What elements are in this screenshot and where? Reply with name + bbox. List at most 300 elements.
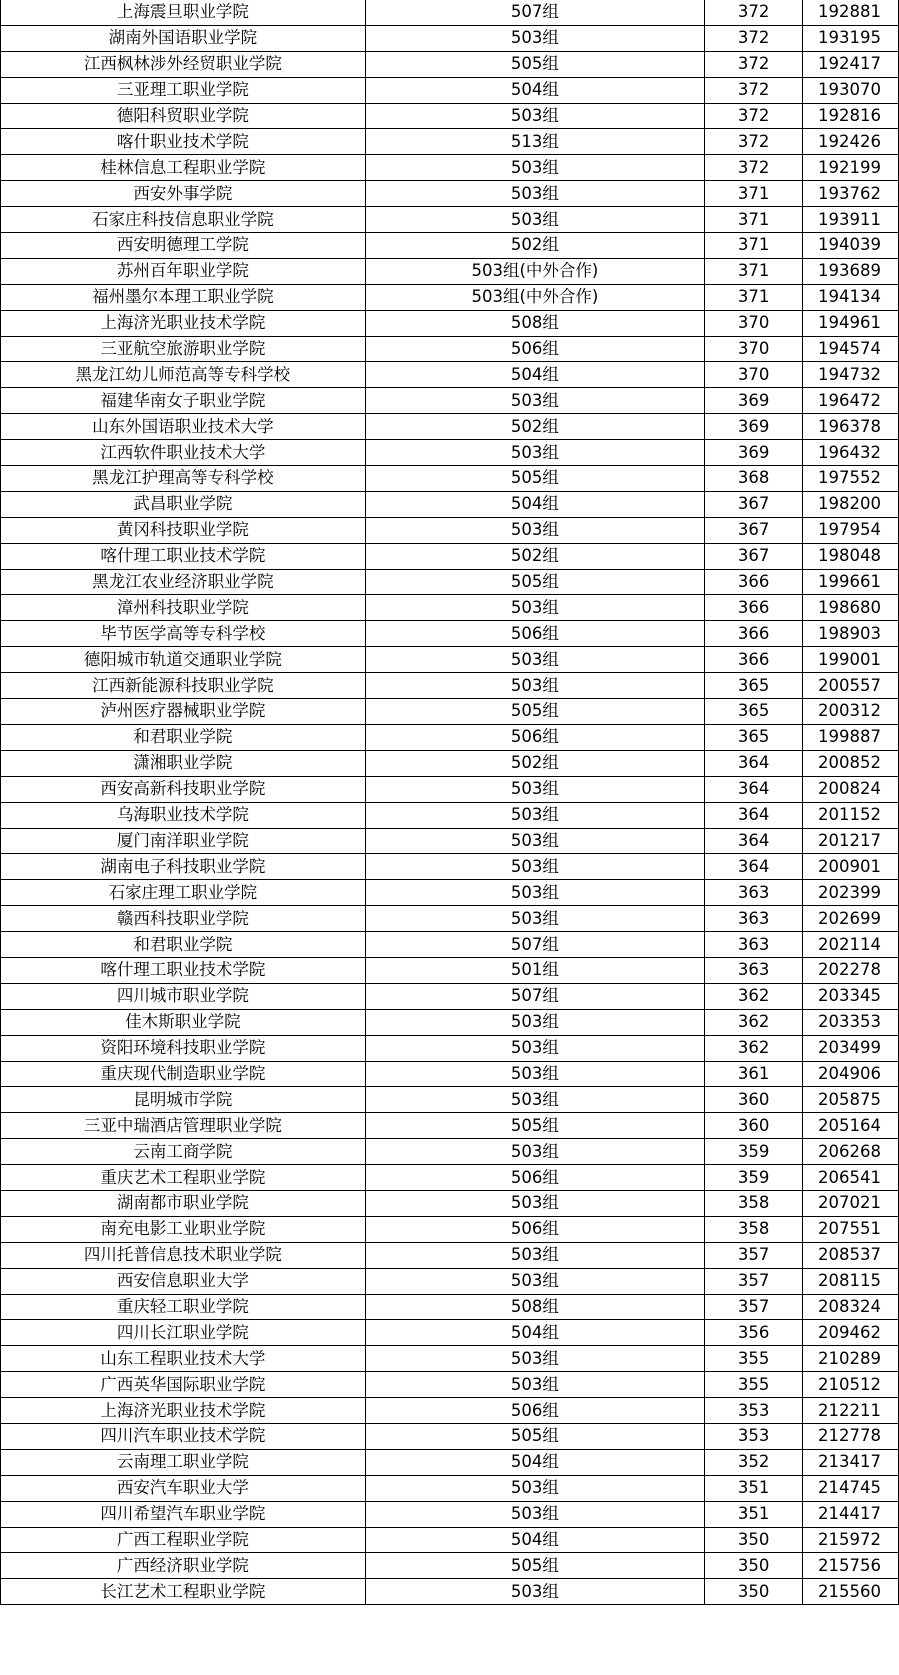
school-name-cell: 黑龙江幼儿师范高等专科学校: [1, 362, 366, 388]
school-name-cell: 西安汽车职业大学: [1, 1475, 366, 1501]
rank-cell: 203499: [803, 1035, 899, 1061]
table-row: [1, 155, 899, 181]
rank-cell: 212778: [803, 1423, 899, 1449]
min-score-cell: 364: [705, 802, 803, 828]
school-name-cell: 江西软件职业技术大学: [1, 440, 366, 466]
min-score-cell: 359: [705, 1165, 803, 1191]
rank-cell: 206268: [803, 1139, 899, 1165]
table-row: [1, 1423, 899, 1449]
min-score-cell: 370: [705, 310, 803, 336]
min-score-cell: 359: [705, 1139, 803, 1165]
min-score-cell: 366: [705, 621, 803, 647]
school-name-cell: 南充电影工业职业学院: [1, 1216, 366, 1242]
min-score-cell: 369: [705, 388, 803, 414]
school-name-cell: 桂林信息工程职业学院: [1, 155, 366, 181]
rank-cell: 207021: [803, 1190, 899, 1216]
table-row: [1, 103, 899, 129]
min-score-cell: 372: [705, 0, 803, 25]
min-score-cell: 369: [705, 414, 803, 440]
min-score-cell: 358: [705, 1190, 803, 1216]
rank-cell: 200557: [803, 673, 899, 699]
school-name-cell: 四川汽车职业技术学院: [1, 1423, 366, 1449]
school-name-cell: 泸州医疗器械职业学院: [1, 699, 366, 725]
min-score-cell: 353: [705, 1398, 803, 1424]
rank-cell: 208115: [803, 1268, 899, 1294]
group-cell: 503组: [365, 906, 705, 932]
table-row: [1, 258, 899, 284]
table-row: [1, 466, 899, 492]
school-name-cell: 潇湘职业学院: [1, 750, 366, 776]
min-score-cell: 364: [705, 854, 803, 880]
rank-cell: 207551: [803, 1216, 899, 1242]
min-score-cell: 367: [705, 491, 803, 517]
table-body: [1, 0, 899, 1605]
school-name-cell: 黑龙江农业经济职业学院: [1, 569, 366, 595]
school-name-cell: 三亚中瑞酒店管理职业学院: [1, 1113, 366, 1139]
table-row: [1, 1372, 899, 1398]
school-name-cell: 湖南电子科技职业学院: [1, 854, 366, 880]
group-cell: 503组: [365, 207, 705, 233]
table-row: [1, 1113, 899, 1139]
group-cell: 503组: [365, 388, 705, 414]
min-score-cell: 351: [705, 1475, 803, 1501]
group-cell: 513组: [365, 129, 705, 155]
table-row: [1, 25, 899, 51]
rank-cell: 215756: [803, 1553, 899, 1579]
table-row: [1, 647, 899, 673]
school-name-cell: 喀什理工职业技术学院: [1, 543, 366, 569]
min-score-cell: 371: [705, 284, 803, 310]
group-cell: 504组: [365, 1320, 705, 1346]
group-cell: 503组: [365, 854, 705, 880]
rank-cell: 202114: [803, 932, 899, 958]
rank-cell: 199001: [803, 647, 899, 673]
min-score-cell: 370: [705, 336, 803, 362]
table-row: [1, 129, 899, 155]
group-cell: 507组: [365, 932, 705, 958]
min-score-cell: 366: [705, 595, 803, 621]
table-row: [1, 906, 899, 932]
group-cell: 508组: [365, 310, 705, 336]
school-name-cell: 山东工程职业技术大学: [1, 1346, 366, 1372]
table-row: [1, 336, 899, 362]
min-score-cell: 352: [705, 1449, 803, 1475]
rank-cell: 198680: [803, 595, 899, 621]
table-row: [1, 802, 899, 828]
group-cell: 503组(中外合作): [365, 258, 705, 284]
rank-cell: 203345: [803, 983, 899, 1009]
group-cell: 506组: [365, 621, 705, 647]
school-name-cell: 漳州科技职业学院: [1, 595, 366, 621]
min-score-cell: 366: [705, 647, 803, 673]
rank-cell: 204906: [803, 1061, 899, 1087]
rank-cell: 192426: [803, 129, 899, 155]
school-name-cell: 广西经济职业学院: [1, 1553, 366, 1579]
table-row: [1, 1268, 899, 1294]
min-score-cell: 350: [705, 1579, 803, 1605]
table-row: [1, 1242, 899, 1268]
group-cell: 506组: [365, 336, 705, 362]
min-score-cell: 364: [705, 776, 803, 802]
min-score-cell: 357: [705, 1242, 803, 1268]
rank-cell: 198048: [803, 543, 899, 569]
min-score-cell: 355: [705, 1346, 803, 1372]
min-score-cell: 368: [705, 466, 803, 492]
school-name-cell: 石家庄理工职业学院: [1, 880, 366, 906]
rank-cell: 213417: [803, 1449, 899, 1475]
school-name-cell: 重庆现代制造职业学院: [1, 1061, 366, 1087]
school-name-cell: 重庆轻工职业学院: [1, 1294, 366, 1320]
rank-cell: 212211: [803, 1398, 899, 1424]
group-cell: 507组: [365, 0, 705, 25]
min-score-cell: 372: [705, 25, 803, 51]
min-score-cell: 355: [705, 1372, 803, 1398]
school-name-cell: 武昌职业学院: [1, 491, 366, 517]
table-row: [1, 1035, 899, 1061]
table-row: [1, 233, 899, 259]
min-score-cell: 358: [705, 1216, 803, 1242]
group-cell: 503组: [365, 1268, 705, 1294]
rank-cell: 193911: [803, 207, 899, 233]
rank-cell: 193195: [803, 25, 899, 51]
min-score-cell: 360: [705, 1087, 803, 1113]
school-name-cell: 和君职业学院: [1, 932, 366, 958]
group-cell: 505组: [365, 1423, 705, 1449]
table-row: [1, 1087, 899, 1113]
table-row: [1, 310, 899, 336]
rank-cell: 193689: [803, 258, 899, 284]
group-cell: 504组: [365, 362, 705, 388]
school-name-cell: 湖南都市职业学院: [1, 1190, 366, 1216]
min-score-cell: 365: [705, 699, 803, 725]
min-score-cell: 362: [705, 1009, 803, 1035]
rank-cell: 208537: [803, 1242, 899, 1268]
table-row: [1, 854, 899, 880]
group-cell: 503组: [365, 880, 705, 906]
rank-cell: 205875: [803, 1087, 899, 1113]
min-score-cell: 357: [705, 1268, 803, 1294]
table-row: [1, 776, 899, 802]
school-name-cell: 德阳城市轨道交通职业学院: [1, 647, 366, 673]
school-name-cell: 黑龙江护理高等专科学校: [1, 466, 366, 492]
table-row: [1, 1475, 899, 1501]
min-score-cell: 364: [705, 828, 803, 854]
school-name-cell: 广西英华国际职业学院: [1, 1372, 366, 1398]
group-cell: 507组: [365, 983, 705, 1009]
table-row: [1, 750, 899, 776]
rank-cell: 192199: [803, 155, 899, 181]
rank-cell: 194961: [803, 310, 899, 336]
school-name-cell: 石家庄科技信息职业学院: [1, 207, 366, 233]
school-name-cell: 资阳环境科技职业学院: [1, 1035, 366, 1061]
school-name-cell: 喀什理工职业技术学院: [1, 957, 366, 983]
group-cell: 506组: [365, 1398, 705, 1424]
table-row: [1, 880, 899, 906]
group-cell: 503组: [365, 1346, 705, 1372]
table-row: [1, 1553, 899, 1579]
school-name-cell: 湖南外国语职业学院: [1, 25, 366, 51]
rank-cell: 214417: [803, 1501, 899, 1527]
table-row: [1, 673, 899, 699]
rank-cell: 200824: [803, 776, 899, 802]
school-name-cell: 三亚理工职业学院: [1, 77, 366, 103]
table-row: [1, 284, 899, 310]
min-score-cell: 365: [705, 673, 803, 699]
table-row: [1, 414, 899, 440]
group-cell: 501组: [365, 957, 705, 983]
table-row: [1, 491, 899, 517]
group-cell: 505组: [365, 51, 705, 77]
table-row: [1, 181, 899, 207]
group-cell: 502组: [365, 414, 705, 440]
school-name-cell: 昆明城市学院: [1, 1087, 366, 1113]
rank-cell: 210289: [803, 1346, 899, 1372]
school-name-cell: 广西工程职业学院: [1, 1527, 366, 1553]
min-score-cell: 372: [705, 103, 803, 129]
group-cell: 503组: [365, 828, 705, 854]
group-cell: 506组: [365, 1216, 705, 1242]
table-row: [1, 1190, 899, 1216]
min-score-cell: 350: [705, 1527, 803, 1553]
group-cell: 504组: [365, 1449, 705, 1475]
min-score-cell: 363: [705, 957, 803, 983]
table-row: [1, 1501, 899, 1527]
min-score-cell: 350: [705, 1553, 803, 1579]
rank-cell: 215972: [803, 1527, 899, 1553]
min-score-cell: 372: [705, 129, 803, 155]
group-cell: 503组: [365, 1035, 705, 1061]
rank-cell: 199887: [803, 724, 899, 750]
group-cell: 505组: [365, 699, 705, 725]
min-score-cell: 365: [705, 724, 803, 750]
group-cell: 503组: [365, 103, 705, 129]
min-score-cell: 371: [705, 258, 803, 284]
rank-cell: 205164: [803, 1113, 899, 1139]
table-row: [1, 1009, 899, 1035]
table-row: [1, 207, 899, 233]
group-cell: 503组: [365, 1087, 705, 1113]
table-row: [1, 51, 899, 77]
min-score-cell: 371: [705, 233, 803, 259]
table-row: [1, 440, 899, 466]
rank-cell: 210512: [803, 1372, 899, 1398]
school-name-cell: 毕节医学高等专科学校: [1, 621, 366, 647]
rank-cell: 198903: [803, 621, 899, 647]
rank-cell: 209462: [803, 1320, 899, 1346]
min-score-cell: 371: [705, 207, 803, 233]
group-cell: 502组: [365, 750, 705, 776]
school-name-cell: 上海济光职业技术学院: [1, 1398, 366, 1424]
table-row: [1, 1346, 899, 1372]
school-name-cell: 西安明德理工学院: [1, 233, 366, 259]
rank-cell: 214745: [803, 1475, 899, 1501]
table-row: [1, 1294, 899, 1320]
group-cell: 504组: [365, 491, 705, 517]
school-name-cell: 江西枫林涉外经贸职业学院: [1, 51, 366, 77]
rank-cell: 200852: [803, 750, 899, 776]
group-cell: 503组: [365, 440, 705, 466]
school-name-cell: 苏州百年职业学院: [1, 258, 366, 284]
school-name-cell: 四川托普信息技术职业学院: [1, 1242, 366, 1268]
school-name-cell: 西安外事学院: [1, 181, 366, 207]
school-name-cell: 上海济光职业技术学院: [1, 310, 366, 336]
min-score-cell: 367: [705, 517, 803, 543]
school-name-cell: 黄冈科技职业学院: [1, 517, 366, 543]
min-score-cell: 372: [705, 51, 803, 77]
min-score-cell: 363: [705, 932, 803, 958]
min-score-cell: 363: [705, 880, 803, 906]
min-score-cell: 367: [705, 543, 803, 569]
school-name-cell: 云南理工职业学院: [1, 1449, 366, 1475]
table-row: [1, 1449, 899, 1475]
school-name-cell: 赣西科技职业学院: [1, 906, 366, 932]
group-cell: 503组: [365, 776, 705, 802]
school-name-cell: 西安信息职业大学: [1, 1268, 366, 1294]
rank-cell: 206541: [803, 1165, 899, 1191]
school-name-cell: 乌海职业技术学院: [1, 802, 366, 828]
group-cell: 503组: [365, 25, 705, 51]
group-cell: 504组: [365, 1527, 705, 1553]
rank-cell: 192881: [803, 0, 899, 25]
school-name-cell: 三亚航空旅游职业学院: [1, 336, 366, 362]
group-cell: 505组: [365, 1113, 705, 1139]
group-cell: 504组: [365, 77, 705, 103]
rank-cell: 196472: [803, 388, 899, 414]
group-cell: 503组: [365, 1061, 705, 1087]
min-score-cell: 370: [705, 362, 803, 388]
min-score-cell: 361: [705, 1061, 803, 1087]
table-row: [1, 1527, 899, 1553]
rank-cell: 202278: [803, 957, 899, 983]
rank-cell: 202399: [803, 880, 899, 906]
table-row: [1, 1579, 899, 1605]
group-cell: 503组: [365, 1009, 705, 1035]
group-cell: 503组: [365, 802, 705, 828]
min-score-cell: 351: [705, 1501, 803, 1527]
group-cell: 503组: [365, 1475, 705, 1501]
rank-cell: 196432: [803, 440, 899, 466]
table-row: [1, 543, 899, 569]
min-score-cell: 369: [705, 440, 803, 466]
table-row: [1, 517, 899, 543]
table-row: [1, 362, 899, 388]
group-cell: 502组: [365, 543, 705, 569]
group-cell: 502组: [365, 233, 705, 259]
table-row: [1, 957, 899, 983]
school-name-cell: 山东外国语职业技术大学: [1, 414, 366, 440]
table-row: [1, 1320, 899, 1346]
min-score-cell: 366: [705, 569, 803, 595]
rank-cell: 208324: [803, 1294, 899, 1320]
min-score-cell: 353: [705, 1423, 803, 1449]
group-cell: 503组: [365, 647, 705, 673]
table-row: [1, 1216, 899, 1242]
rank-cell: 197552: [803, 466, 899, 492]
rank-cell: 192417: [803, 51, 899, 77]
table-row: [1, 1061, 899, 1087]
group-cell: 503组: [365, 1372, 705, 1398]
min-score-cell: 363: [705, 906, 803, 932]
min-score-cell: 364: [705, 750, 803, 776]
group-cell: 503组: [365, 1190, 705, 1216]
school-name-cell: 和君职业学院: [1, 724, 366, 750]
rank-cell: 202699: [803, 906, 899, 932]
rank-cell: 215560: [803, 1579, 899, 1605]
school-name-cell: 喀什职业技术学院: [1, 129, 366, 155]
rank-cell: 196378: [803, 414, 899, 440]
rank-cell: 200312: [803, 699, 899, 725]
group-cell: 503组: [365, 517, 705, 543]
group-cell: 505组: [365, 466, 705, 492]
rank-cell: 194039: [803, 233, 899, 259]
group-cell: 503组: [365, 181, 705, 207]
min-score-cell: 360: [705, 1113, 803, 1139]
min-score-cell: 362: [705, 983, 803, 1009]
rank-cell: 194732: [803, 362, 899, 388]
school-name-cell: 佳木斯职业学院: [1, 1009, 366, 1035]
school-name-cell: 重庆艺术工程职业学院: [1, 1165, 366, 1191]
rank-cell: 193762: [803, 181, 899, 207]
school-name-cell: 四川城市职业学院: [1, 983, 366, 1009]
group-cell: 503组: [365, 673, 705, 699]
table-row: [1, 724, 899, 750]
table-row: [1, 569, 899, 595]
rank-cell: 194134: [803, 284, 899, 310]
min-score-cell: 371: [705, 181, 803, 207]
rank-cell: 200901: [803, 854, 899, 880]
group-cell: 503组(中外合作): [365, 284, 705, 310]
group-cell: 508组: [365, 1294, 705, 1320]
school-name-cell: 上海震旦职业学院: [1, 0, 366, 25]
group-cell: 506组: [365, 1165, 705, 1191]
group-cell: 503组: [365, 155, 705, 181]
table-row: [1, 621, 899, 647]
rank-cell: 199661: [803, 569, 899, 595]
school-name-cell: 西安高新科技职业学院: [1, 776, 366, 802]
table-row: [1, 983, 899, 1009]
table-row: [1, 595, 899, 621]
school-name-cell: 云南工商学院: [1, 1139, 366, 1165]
group-cell: 503组: [365, 1139, 705, 1165]
min-score-cell: 372: [705, 77, 803, 103]
group-cell: 505组: [365, 569, 705, 595]
table-row: [1, 699, 899, 725]
table-row: [1, 1398, 899, 1424]
rank-cell: 201217: [803, 828, 899, 854]
min-score-cell: 362: [705, 1035, 803, 1061]
min-score-cell: 356: [705, 1320, 803, 1346]
table-row: [1, 932, 899, 958]
rank-cell: 194574: [803, 336, 899, 362]
rank-cell: 198200: [803, 491, 899, 517]
rank-cell: 201152: [803, 802, 899, 828]
rank-cell: 197954: [803, 517, 899, 543]
school-name-cell: 四川长江职业学院: [1, 1320, 366, 1346]
table-row: [1, 77, 899, 103]
group-cell: 503组: [365, 1501, 705, 1527]
group-cell: 503组: [365, 595, 705, 621]
rank-cell: 203353: [803, 1009, 899, 1035]
table-row: [1, 0, 899, 25]
min-score-cell: 357: [705, 1294, 803, 1320]
table-row: [1, 388, 899, 414]
table-row: [1, 828, 899, 854]
school-name-cell: 厦门南洋职业学院: [1, 828, 366, 854]
group-cell: 505组: [365, 1553, 705, 1579]
group-cell: 503组: [365, 1579, 705, 1605]
school-name-cell: 四川希望汽车职业学院: [1, 1501, 366, 1527]
school-name-cell: 福州墨尔本理工职业学院: [1, 284, 366, 310]
